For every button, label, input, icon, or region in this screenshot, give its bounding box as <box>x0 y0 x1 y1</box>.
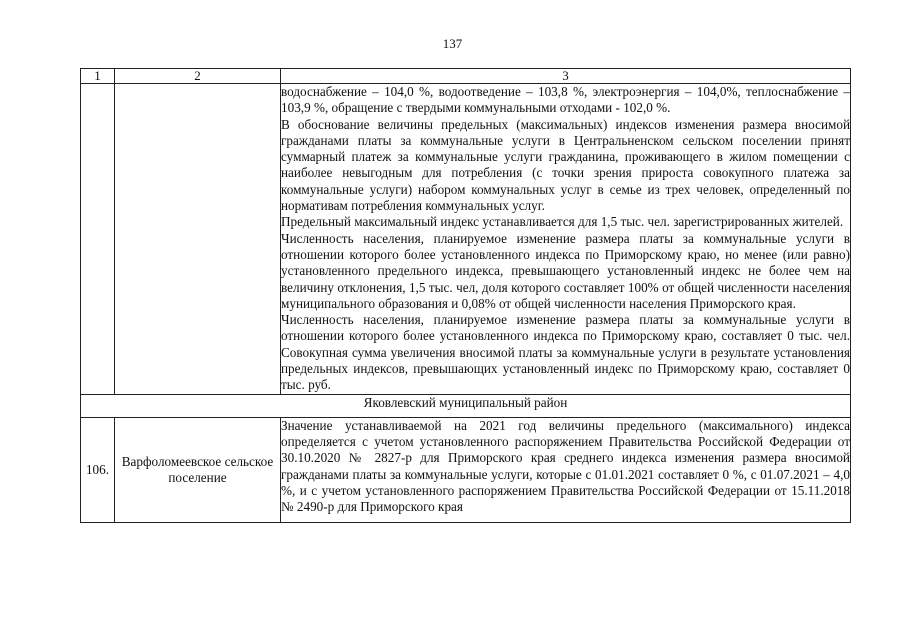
continuation-text-cell <box>281 84 851 395</box>
paragraph-population-within: Численность населения, планируемое изменение размера платы за коммунальные услуги в отношении которого более установленного индекса по Приморскому краю, но менее (или равно) установленного предельного индекса, превышающего установленный индекс не более чем на величину отклонения, 1,5 тыс. чел, доля которого составляет 100% от общей численности населения муниципального образования и 0,08% от общей численности населения Приморского края. <box>281 230 850 311</box>
continuation-row <box>81 84 851 395</box>
paragraph-justification: В обоснование величины предельных (максимальных) индексов изменения размера вносимой гражданами платы за коммунальные услуги в Центральненском сельском поселении принят суммарный платеж за коммунальные услуги гражданина, проживающего в жилом помещении с наиболее невыгодным для потребления (с точки зрения прироста совокупного платежа за коммунальные услуги) набором коммунальных услуг в семье из трех человек, определенный по нормативам потребления коммунальных услуг. <box>281 116 850 214</box>
row-number: 106. <box>81 417 115 522</box>
district-name: Яковлевский муниципальный район <box>81 394 851 417</box>
row-text: Значение устанавливаемой на 2021 год величины предельного (максимального) индекса определяется с учетом установленного распоряжением Правительства Российской Федерации от 30.10.2020 № 2827-р для Приморского края среднего индекса изменения размера вносимой гражданами платы за коммунальные услуги, которые с 01.01.2021 составляет 0 %, с 01.07.2021 – 4,0 %, и с учетом установленного распоряжением Правительства Российской Федерации от 15.11.2018 № 2490-р для Приморского края <box>281 417 850 515</box>
paragraph-tariffs: водоснабжение – 104,0 %, водоотведение – 103,8 %, электроэнергия – 104,0%, теплоснабжение – 103,9 %, обращение с твердыми коммунальными отходами - 102,0 %. <box>281 84 850 116</box>
page-number: 137 <box>442 36 463 51</box>
continuation-number-cell <box>81 84 115 395</box>
continuation-settlement-cell <box>115 84 281 395</box>
document-table <box>80 68 851 523</box>
district-row <box>81 394 851 417</box>
row-text-cell <box>281 417 851 522</box>
header-col-2: 2 <box>115 69 281 84</box>
header-col-3: 3 <box>281 69 851 84</box>
paragraph-limit-index: Предельный максимальный индекс устанавливается для 1,5 тыс. чел. зарегистрированных жителей. <box>281 214 844 230</box>
settlement-name: Варфоломеевское сельское поселение <box>115 417 281 522</box>
paragraph-population-above: Численность населения, планируемое изменение размера платы за коммунальные услуги в отношении которого более установленного индекса по Приморскому краю, составляет 0 тыс. чел. Совокупная сумма увеличения вносимой платы за коммунальные услуги в результате установления предельных индексов, превышающих установленный индекс по Приморскому краю, составляет 0 тыс. руб. <box>281 312 850 393</box>
table-row <box>81 417 851 522</box>
header-col-1: 1 <box>81 69 115 84</box>
header-row <box>81 69 851 84</box>
